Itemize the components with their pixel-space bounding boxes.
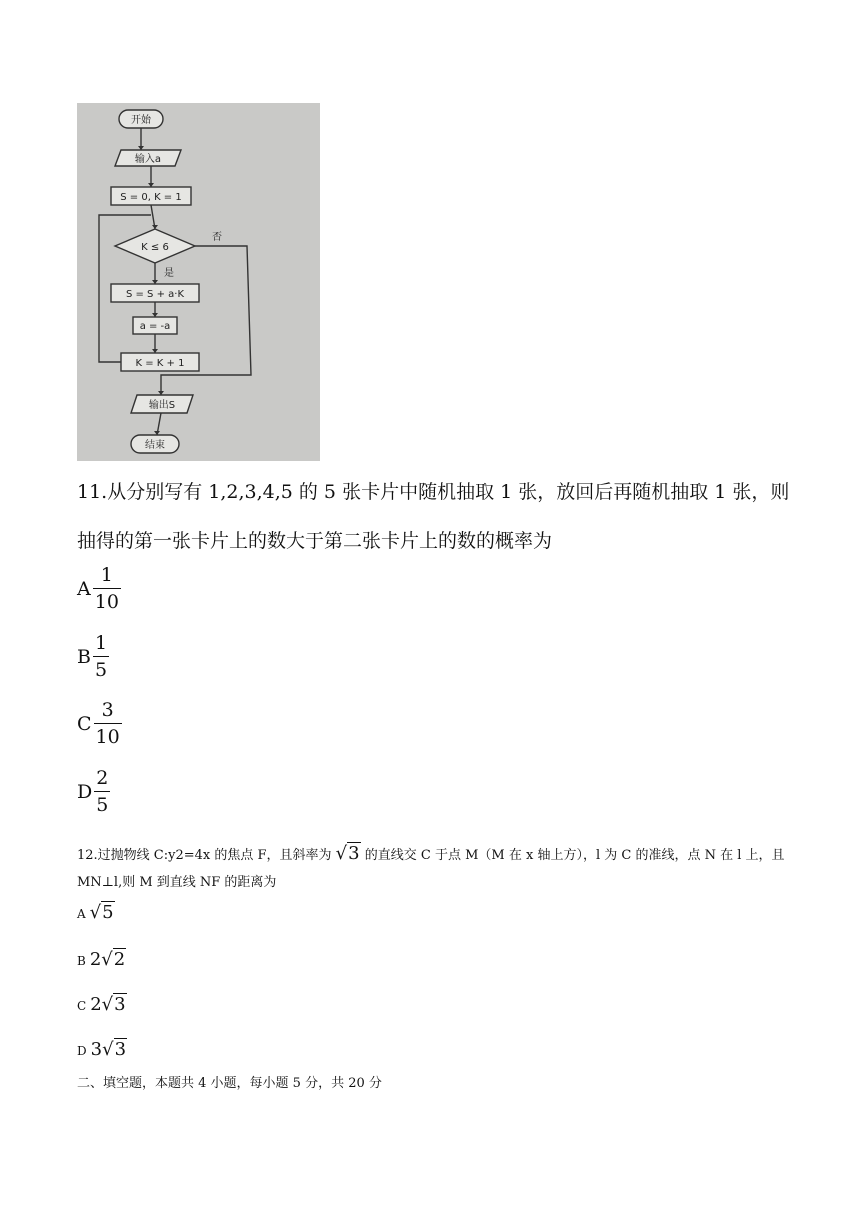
sqrt-expression: √3: [335, 843, 360, 864]
option-letter: C: [77, 999, 87, 1013]
q12-option-c: [77, 994, 127, 1015]
option-value: √5: [89, 902, 114, 923]
q11-option-d: [77, 769, 110, 815]
option-letter: C: [77, 713, 92, 735]
option-value: 2√2: [89, 949, 126, 970]
fraction-denominator: 5: [94, 791, 110, 815]
q11-option-b: [77, 634, 109, 680]
flow-condition-label: K ≤ 6: [141, 242, 169, 253]
flow-end-label: 结束: [145, 440, 165, 451]
fraction-denominator: 10: [93, 588, 121, 612]
sqrt-radicand: 2: [113, 949, 126, 970]
fraction-denominator: 5: [93, 656, 109, 680]
sqrt-radicand: 5: [102, 902, 114, 923]
option-letter: A: [77, 578, 91, 600]
flow-yes-label: 是: [164, 268, 174, 279]
q12-text-part-a: 12.过抛物线 C:y2=4x 的焦点 F，且斜率为: [77, 848, 332, 863]
section-heading: 二、填空题，本题共 4 小题，每小题 5 分，共 20 分: [77, 1076, 382, 1091]
flowchart-svg: [77, 103, 320, 461]
option-letter: A: [77, 907, 86, 921]
coefficient: 2: [90, 994, 102, 1015]
sqrt-radicand: 3: [114, 994, 126, 1015]
fraction-denominator: 10: [94, 723, 122, 747]
flowchart-figure: [77, 103, 320, 461]
fraction: [94, 701, 122, 747]
question-11-text: 11.从分别写有 1,2,3,4,5 的 5 张卡片中随机抽取 1 张，放回后再随机抽取 1 张，则抽得的第一张卡片上的数大于第二张卡片上的数的概率为: [77, 481, 790, 552]
fraction-numerator: 1: [100, 564, 113, 586]
flow-output-label: 输出S: [148, 400, 176, 411]
flow-no-label: 否: [212, 232, 222, 243]
fraction: [93, 566, 121, 612]
coefficient: 3: [90, 1039, 103, 1060]
option-value: 3√3: [90, 1039, 127, 1060]
sqrt-radicand: 3: [348, 843, 360, 864]
option-letter: D: [77, 1044, 87, 1058]
sqrt-radicand: 3: [114, 1039, 127, 1060]
q12-option-d: [77, 1039, 127, 1060]
coefficient: 2: [89, 949, 102, 970]
fraction-numerator: 3: [101, 699, 114, 721]
q12-option-b: [77, 949, 126, 970]
q11-option-a: [77, 566, 121, 612]
flow-step2-label: a = -a: [139, 321, 171, 332]
fraction-numerator: 2: [96, 767, 109, 789]
flow-start-label: 开始: [131, 115, 151, 126]
fraction: [94, 769, 110, 815]
option-letter: B: [77, 954, 86, 968]
flow-step3-label: K = K + 1: [135, 358, 185, 369]
flow-step1-label: S = S + a·K: [125, 289, 185, 300]
question-12-text: [77, 840, 797, 896]
q12-text-part-b: 的直线交 C 于点 M（M 在 x 轴上方），l 为 C 的准线，点 N 在 l 上，且 MN⊥l,则 M 到直线 NF 的距离为: [77, 848, 785, 890]
option-letter: D: [77, 781, 93, 803]
option-letter: B: [77, 646, 91, 668]
q12-option-a: [77, 902, 115, 923]
flow-input-label: 输入a: [134, 154, 162, 165]
option-value: 2√3: [90, 994, 126, 1015]
flow-init-label: S = 0, K = 1: [120, 192, 182, 203]
fraction: [93, 634, 109, 680]
q11-option-c: [77, 701, 122, 747]
fraction-numerator: 1: [94, 632, 108, 654]
